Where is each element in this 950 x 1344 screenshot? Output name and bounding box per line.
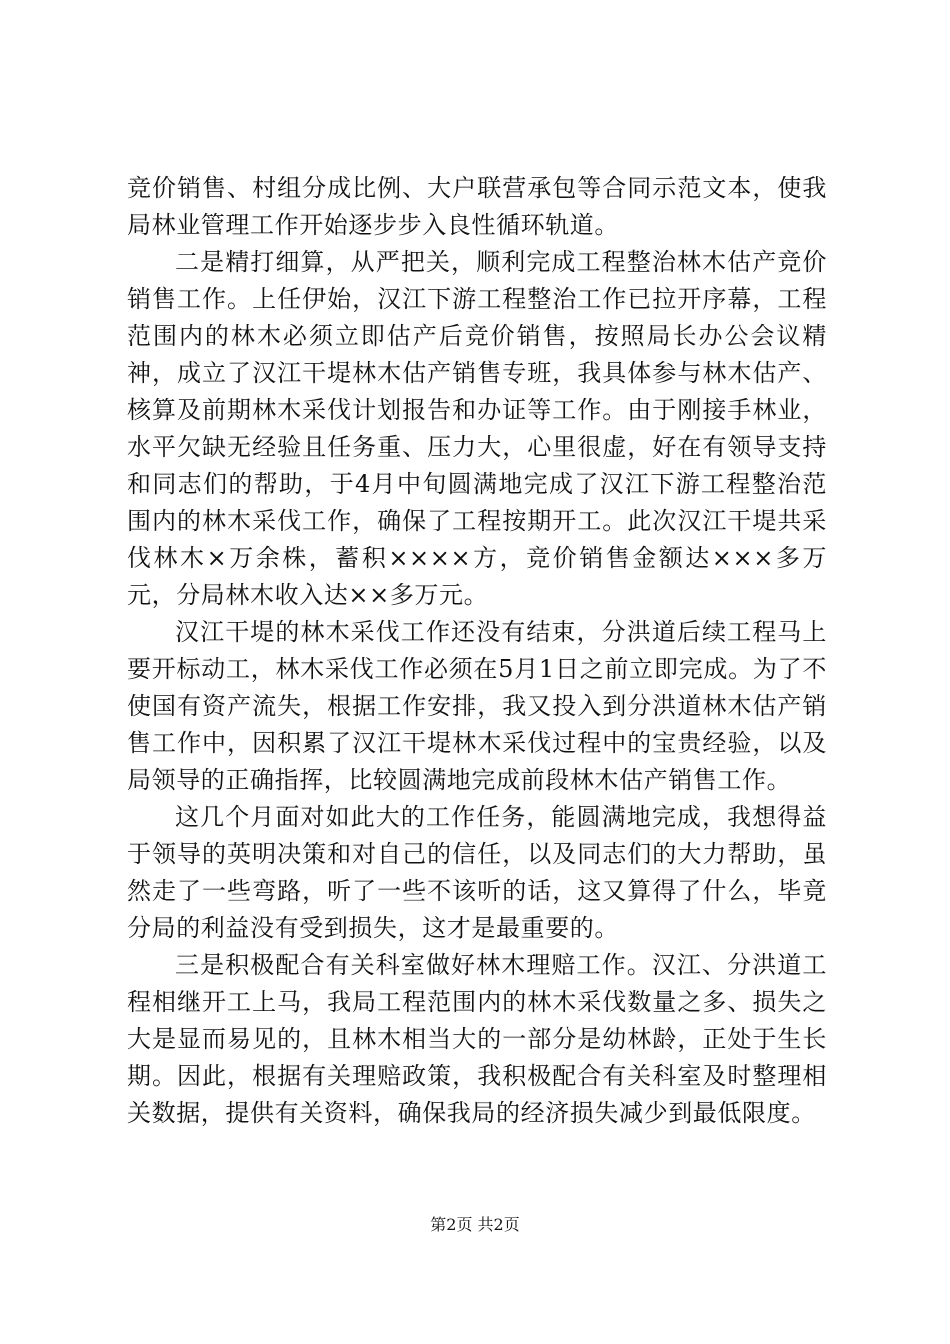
page-footer: 第2页 共2页 (430, 1215, 520, 1234)
paragraph-4: 这几个月面对如此大的工作任务，能圆满地完成，我想得益于领导的英明决策和对自己的信任，以及同志们的大力帮助，虽然走了一些弯路，听了一些不该听的话，这又算得了什么，毕竟分局的利益没有受到损失，这才是最重要的。 (127, 803, 827, 942)
paragraph-5: 三是积极配合有关科室做好林木理赔工作。汉江、分洪道工程相继开工上马，我局工程范围内的林木采伐数量之多、损失之大是显而易见的，且林木相当大的一部分是幼林龄，正处于生长期。因此，根据有关理赔政策，我积极配合有关科室及时整理相关数据，提供有关资料，确保我局的经济损失减少到最低限度。 (127, 951, 827, 1127)
paragraph-3: 汉江干堤的林木采伐工作还没有结束，分洪道后续工程马上要开标动工，林木采伐工作必须在5月1日之前立即完成。为了不使国有资产流失，根据工作安排，我又投入到分洪道林木估产销售工作中，因积累了汉江干堤林木采伐过程中的宝贵经验，以及局领导的正确指挥，比较圆满地完成前段林木估产销售工作。 (127, 618, 827, 794)
body-text (127, 170, 827, 1132)
paragraph-2: 二是精打细算，从严把关，顺利完成工程整治林木估产竞价销售工作。上任伊始，汉江下游工程整治工作已拉开序幕，工程范围内的林木必须立即估产后竞价销售，按照局长办公会议精神，成立了汉江干堤林木估产销售专班，我具体参与林木估产、核算及前期林木采伐计划报告和办证等工作。由于刚接手林业，水平欠缺无经验且任务重、压力大，心里很虚，好在有领导支持和同志们的帮助，于4月中旬圆满地完成了汉江下游工程整治范围内的林木采伐工作，确保了工程按期开工。此次汉江干堤共采伐林木×万余株，蓄积××××方，竞价销售金额达×××多万元，分局林木收入达××多万元。 (127, 248, 827, 609)
paragraph-continuation: 竞价销售、村组分成比例、大户联营承包等合同示范文本，使我局林业管理工作开始逐步步入良性循环轨道。 (127, 174, 827, 239)
